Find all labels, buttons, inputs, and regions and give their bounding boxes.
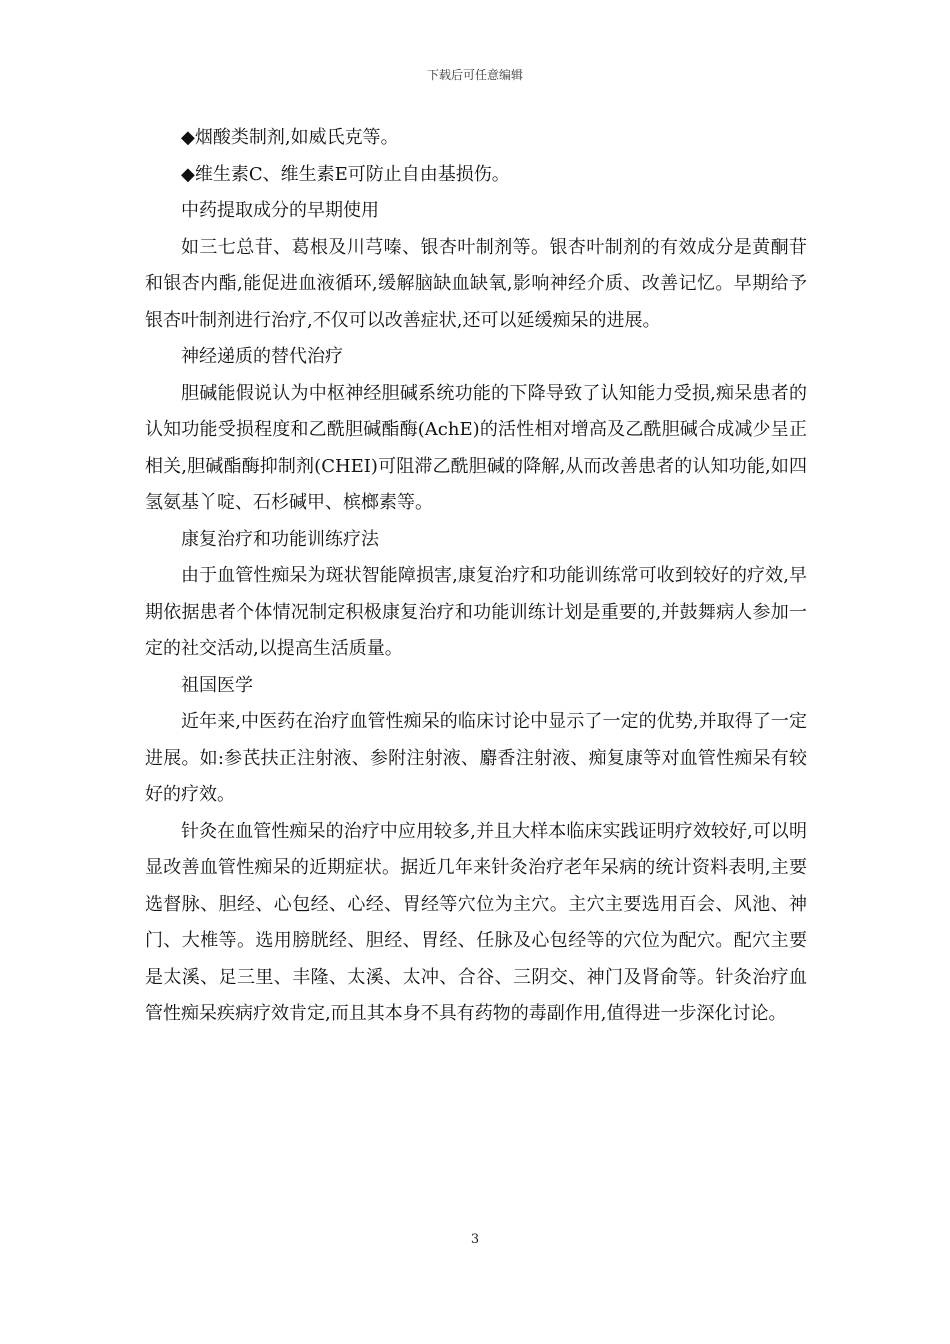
bullet-niacin: ◆烟酸类制剂,如威氏克等。 — [181, 127, 399, 148]
paragraph-acupuncture: 针灸在血管性痴呆的治疗中应用较多,并且大样本临床实践证明疗效较好,可以明显改善血管性痴呆的近期症状。据近几年来针灸治疗老年呆病的统计资料表明,主要选督脉、胆经、心包经、心经、胃经等穴位为主穴。主穴主要选用百会、风池、神门、大椎等。选用膀胱经、胆经、胃经、任脉及心包经等的穴位为配穴。配穴主要是太溪、足三里、丰隆、太溪、太冲、合谷、三阴交、神门及肾俞等。针灸治疗血管性痴呆疾病疗效肯定,而且其本身不具有药物的毒副作用,值得进一步深化讨论。 — [145, 820, 807, 1024]
paragraph-tcm: 近年来,中医药在治疗血管性痴呆的临床讨论中显示了一定的优势,并取得了一定进展。如:参芪扶正注射液、参附注射液、麝香注射液、痴复康等对血管性痴呆有较好的疗效。 — [145, 711, 807, 805]
section-heading-rehab: 康复治疗和功能训练疗法 — [181, 528, 379, 550]
paragraph-neurotransmitter: 胆碱能假说认为中枢神经胆碱系统功能的下降导致了认知能力受损,痴呆患者的认知功能受损程度和乙酰胆碱酯酶(AchE)的活性相对增高及乙酰胆碱合成减少呈正相关,胆碱酯酶抑制剂(CHEI)可阻滞乙酰胆碱的降解,从而改善患者的认知功能,如四氢氨基丫啶、石杉碱甲、槟榔素等。 — [145, 382, 807, 513]
document-body — [145, 120, 807, 1033]
section-heading-neurotransmitter: 神经递质的替代治疗 — [181, 346, 343, 367]
paragraph-rehab: 由于血管性痴呆为斑状智能障损害,康复治疗和功能训练常可收到较好的疗效,早期依据患者个体情况制定积极康复治疗和功能训练计划是重要的,并鼓舞病人参加一定的社交活动,以提高生活质量。 — [145, 565, 807, 659]
page-header-note: 下载后可任意编辑 — [426, 68, 523, 82]
paragraph-tcm-extract: 如三七总苷、葛根及川芎嗪、银杏叶制剂等。银杏叶制剂的有效成分是黄酮苷和银杏内酯,能促进血液循环,缓解脑缺血缺氧,影响神经介质、改善记忆。早期给予银杏叶制剂进行治疗,不仅可以改善症状,还可以延缓痴呆的进展。 — [145, 236, 807, 331]
section-heading-tcm: 祖国医学 — [181, 674, 253, 696]
page-number: 3 — [470, 1232, 480, 1247]
bullet-vitamins: ◆维生素C、维生素E可防止自由基损伤。 — [181, 163, 510, 185]
section-heading-tcm-extract: 中药提取成分的早期使用 — [181, 200, 379, 221]
